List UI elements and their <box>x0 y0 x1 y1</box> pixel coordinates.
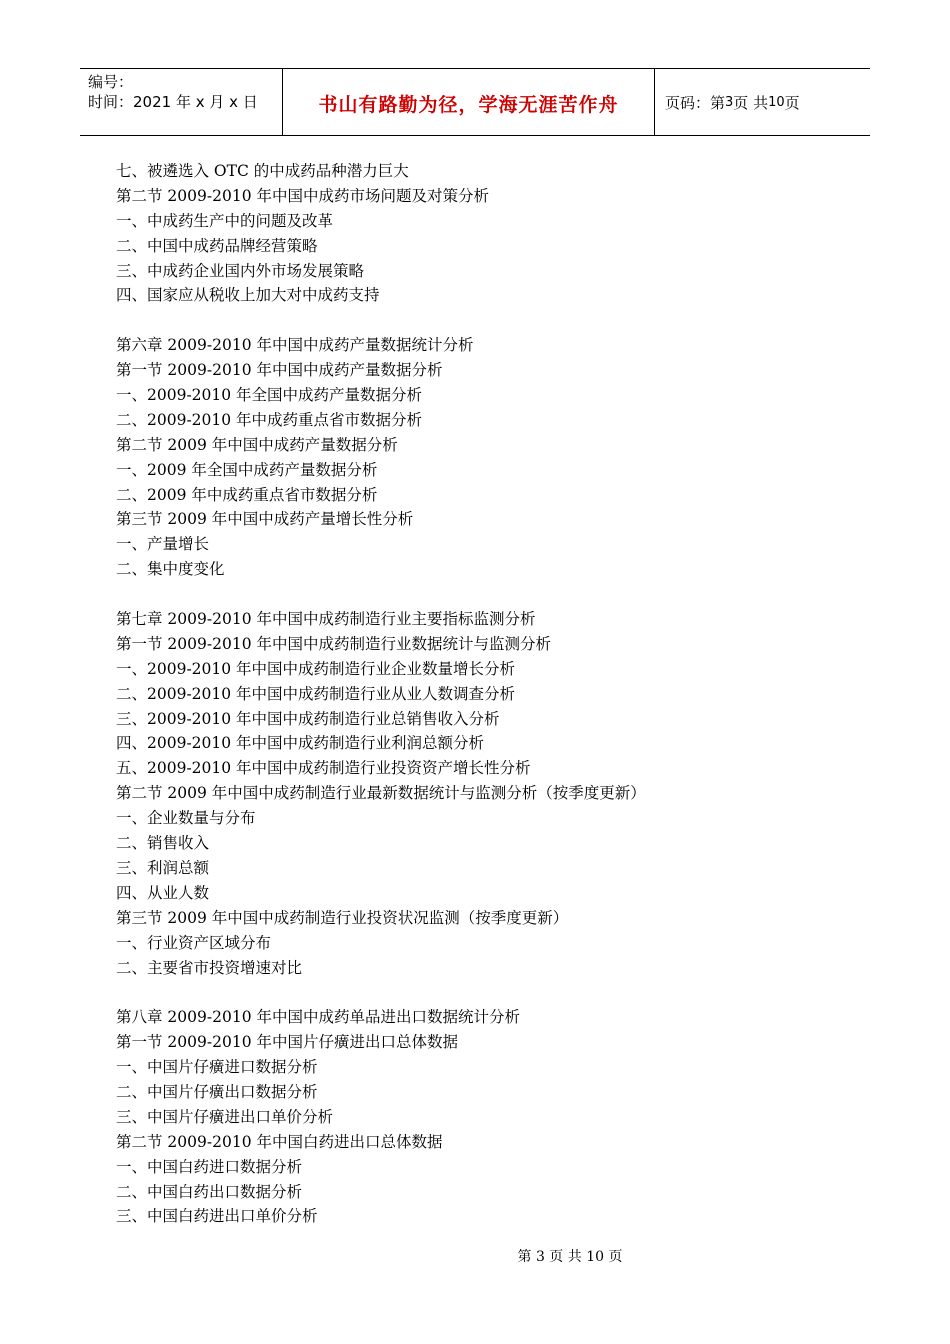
motto-text: 书山有路勤为径，学海无涯苦作舟 <box>318 93 619 116</box>
toc-entry: 一、企业数量与分布 <box>116 809 256 828</box>
toc-entry: 第一节 2009-2010 年中国中成药产量数据分析 <box>116 361 443 380</box>
toc-entry: 三、中成药企业国内外市场发展策略 <box>116 261 365 280</box>
toc-entry: 第二节 2009-2010 年中国中成药市场问题及对策分析 <box>116 186 489 205</box>
toc-entry: 二、中国中成药品牌经营策略 <box>116 236 318 255</box>
document-header <box>80 68 870 136</box>
toc-entry: 第八章 2009-2010 年中国中成药单品进出口数据统计分析 <box>116 1008 520 1027</box>
document-time-label: 时间：2021 年 x 月 x 日 <box>88 93 258 111</box>
toc-entry: 二、中国白药出口数据分析 <box>116 1182 303 1201</box>
header-page-info <box>655 69 870 135</box>
page-prefix: 页码：第 <box>665 93 726 112</box>
page-total: 10 <box>768 94 785 110</box>
page-suffix: 页 <box>784 93 800 112</box>
toc-entry: 一、行业资产区域分布 <box>116 933 272 952</box>
toc-spacer <box>116 980 876 1005</box>
toc-entry: 第二节 2009 年中国中成药制造行业最新数据统计与监测分析（按季度更新） <box>116 784 646 803</box>
toc-entry: 第二节 2009-2010 年中国白药进出口总体数据 <box>116 1132 443 1151</box>
toc-entry: 二、集中度变化 <box>116 560 225 579</box>
table-of-contents <box>116 159 876 1229</box>
toc-entry: 第三节 2009 年中国中成药制造行业投资状况监测（按季度更新） <box>116 908 569 927</box>
toc-entry: 二、2009-2010 年中国中成药制造行业从业人数调查分析 <box>116 684 516 703</box>
page-footer: 第 3 页 共 10 页 <box>517 1249 623 1265</box>
page-current: 3 <box>725 94 734 110</box>
header-motto-cell <box>282 69 655 135</box>
toc-entry: 第一节 2009-2010 年中国片仔癀进出口总体数据 <box>116 1033 458 1052</box>
toc-entry: 一、2009-2010 年中国中成药制造行业企业数量增长分析 <box>116 659 516 678</box>
toc-entry: 第三节 2009 年中国中成药产量增长性分析 <box>116 510 414 529</box>
toc-entry: 二、中国片仔癀出口数据分析 <box>116 1082 318 1101</box>
header-meta <box>80 69 282 135</box>
toc-entry: 第二节 2009 年中国中成药产量数据分析 <box>116 435 398 454</box>
toc-entry: 一、中国片仔癀进口数据分析 <box>116 1058 318 1077</box>
toc-entry: 一、2009-2010 年全国中成药产量数据分析 <box>116 386 423 405</box>
toc-entry: 五、2009-2010 年中国中成药制造行业投资资产增长性分析 <box>116 759 531 778</box>
toc-entry: 三、2009-2010 年中国中成药制造行业总销售收入分析 <box>116 709 500 728</box>
toc-entry: 四、2009-2010 年中国中成药制造行业利润总额分析 <box>116 734 485 753</box>
page-mid: 页 共 <box>733 93 769 112</box>
toc-entry: 第六章 2009-2010 年中国中成药产量数据统计分析 <box>116 336 474 355</box>
toc-entry: 第七章 2009-2010 年中国中成药制造行业主要指标监测分析 <box>116 610 536 629</box>
toc-entry: 一、2009 年全国中成药产量数据分析 <box>116 460 378 479</box>
toc-entry: 四、从业人数 <box>116 883 210 902</box>
toc-entry: 一、产量增长 <box>116 535 210 554</box>
toc-entry: 三、中国白药进出口单价分析 <box>116 1207 318 1226</box>
toc-spacer <box>116 582 876 607</box>
toc-entry: 二、销售收入 <box>116 834 210 853</box>
toc-entry: 四、国家应从税收上加大对中成药支持 <box>116 286 380 305</box>
toc-entry: 二、2009 年中成药重点省市数据分析 <box>116 485 378 504</box>
toc-entry: 二、2009-2010 年中成药重点省市数据分析 <box>116 410 423 429</box>
toc-entry: 七、被遴选入 OTC 的中成药品种潜力巨大 <box>116 162 409 180</box>
document-number-label: 编号： <box>88 73 134 91</box>
toc-entry: 三、利润总额 <box>116 858 210 877</box>
toc-spacer <box>116 308 876 333</box>
toc-entry: 一、中国白药进口数据分析 <box>116 1157 303 1176</box>
toc-entry: 第一节 2009-2010 年中国中成药制造行业数据统计与监测分析 <box>116 634 551 653</box>
toc-entry: 二、主要省市投资增速对比 <box>116 958 303 977</box>
toc-entry: 一、中成药生产中的问题及改革 <box>116 211 334 230</box>
toc-entry: 三、中国片仔癀进出口单价分析 <box>116 1107 334 1126</box>
